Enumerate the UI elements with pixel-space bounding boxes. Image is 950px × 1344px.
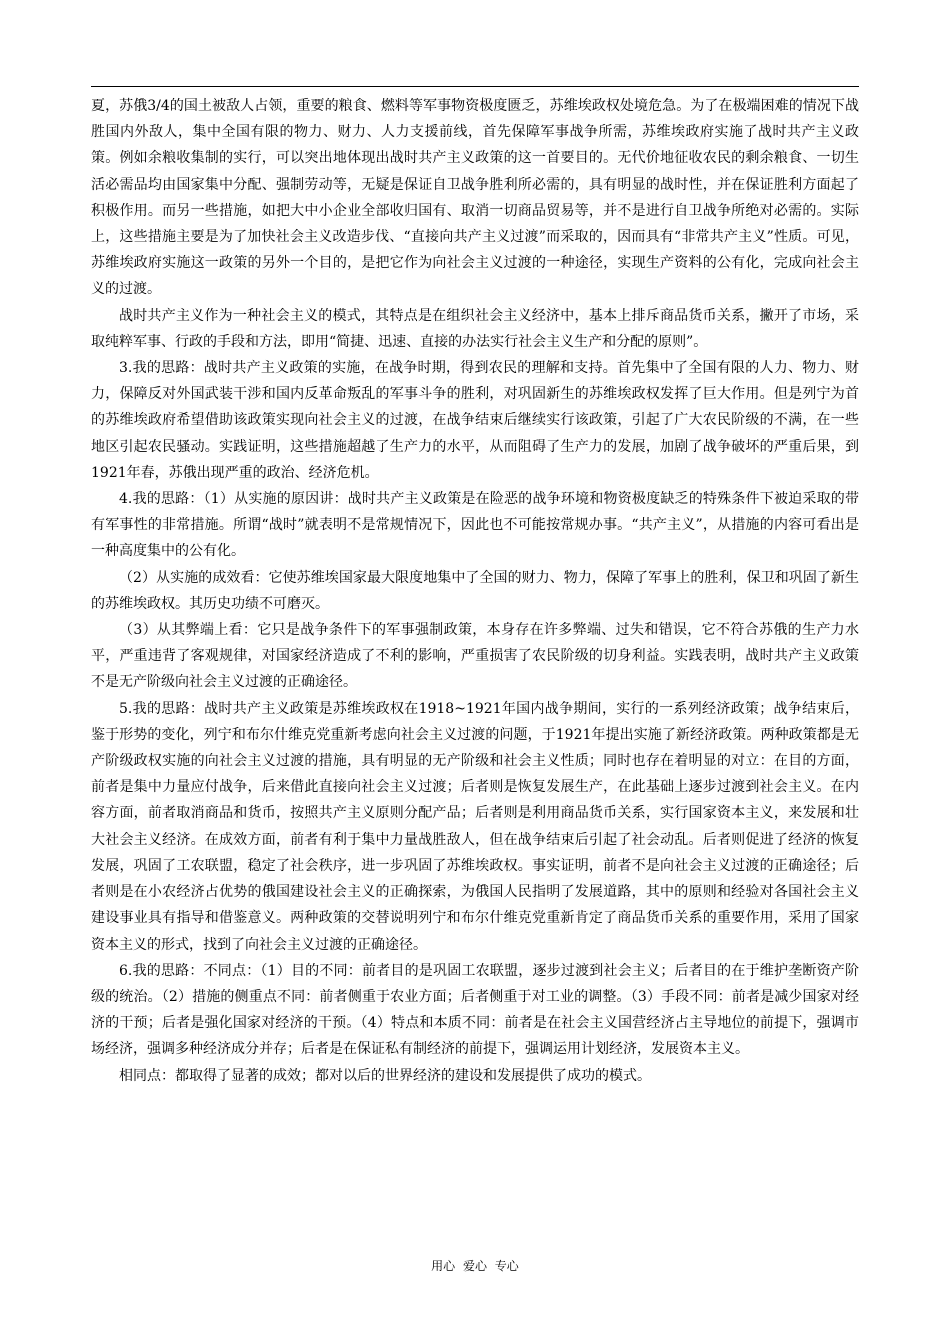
paragraph-answer-5: 5.我的思路：战时共产主义政策是苏维埃政权在1918~1921年国内战争期间，实行的一系列经济政策；战争结束后，鉴于形势的变化，列宁和布尔什维克党重新考虑向社会主义过渡的问题，于1921年提出实施了新经济政策。两种政策都是无产阶级政权实施的向社会主义过渡的措施，具有明显的无产阶级和社会主义性质；同时也存在着明显的对立：在目的方面，前者是集中力量应付战争，后来借此直接向社会主义过渡；后者则是恢复发展生产，在此基础上逐步过渡到社会主义。在内容方面，前者取消商品和货币，按照共产主义原则分配产品；后者则是利用商品货币关系，实行国家资本主义，来发展和壮大社会主义经济。在成效方面，前者有利于集中力量战胜敌人，但在战争结束后引起了社会动乱。后者则促进了经济的恢复发展，巩固了工农联盟，稳定了社会秩序，进一步巩固了苏维埃政权。事实证明，前者不是向社会主义过渡的正确途径；后者则是在小农经济占优势的俄国建设社会主义的正确探索，为俄国人民指明了发展道路，其中的原则和经验对各国社会主义建设事业具有指导和借鉴意义。两种政策的交替说明列宁和布尔什维克党重新肯定了商品货币关系的重要作用，采用了国家资本主义的形式，找到了向社会主义过渡的正确途径。: [91, 700, 859, 953]
paragraph-answer-4-part-2: （2）从实施的成效看：它使苏维埃国家最大限度地集中了全国的财力、物力，保障了军事上的胜利，保卫和巩固了新生的苏维埃政权。其历史功绩不可磨灭。: [91, 569, 859, 612]
paragraph-answer-3: 3.我的思路：战时共产主义政策的实施，在战争时期，得到农民的理解和支持。首先集中了全国有限的人力、物力、财力，保障反对外国武装干涉和国内反革命叛乱的军事斗争的胜利，对巩固新生的苏维埃政权发挥了巨大作用。但是列宁为首的苏维埃政府希望借助该政策实现向社会主义的过渡，在战争结束后继续实行该政策，引起了广大农民阶级的不满，在一些地区引起农民骚动。实践证明，这些措施超越了生产力的水平，从而阻碍了生产力的发展，加剧了战争破坏的严重后果，到1921年春，苏俄出现严重的政治、经济危机。: [91, 360, 859, 481]
header-rule: [91, 86, 859, 87]
page-footer: 用心 爱心 专心: [431, 1259, 519, 1273]
paragraph-answer-6: 6.我的思路：不同点：（1）目的不同：前者目的是巩固工农联盟，逐步过渡到社会主义；后者目的在于维护垄断资产阶级的统治。（2）措施的侧重点不同：前者侧重于农业方面；后者侧重于对工业的调整。（3）手段不同：前者是减少国家对经济的干预；后者是强化国家对经济的干预。（4）特点和本质不同：前者是在社会主义国营经济占主导地位的前提下，强调市场经济，强调多种经济成分并存；后者是在保证私有制经济的前提下，强调运用计划经济，发展资本主义。: [91, 962, 859, 1058]
document-body: [91, 93, 859, 1089]
paragraph-similarities: 相同点：都取得了显著的成效；都对以后的世界经济的建设和发展提供了成功的模式。: [119, 1067, 651, 1084]
paragraph-model-features: 战时共产主义作为一种社会主义的模式，其特点是在组织社会主义经济中，基本上排斥商品货币关系，撇开了市场，采取纯粹军事、行政的手段和方法，即用“简捷、迅速、直接的办法实行社会主义生产和分配的原则”。: [91, 307, 859, 350]
paragraph-answer-4-part-3: （3）从其弊端上看：它只是战争条件下的军事强制政策，本身存在许多弊端、过失和错误，它不符合苏俄的生产力水平，严重违背了客观规律，对国家经济造成了不利的影响，严重损害了农民阶级的切身利益。实践表明，战时共产主义政策不是无产阶级向社会主义过渡的正确途径。: [91, 622, 859, 691]
paragraph-answer-4: 4.我的思路：（1）从实施的原因讲：战时共产主义政策是在险恶的战争环境和物资极度缺乏的特殊条件下被迫采取的带有军事性的非常措施。所谓“战时”就表明不是常规情况下，因此也不可能按常规办事。“共产主义”，从措施的内容可看出是一种高度集中的公有化。: [91, 491, 859, 560]
paragraph-continuation: 夏，苏俄3/4的国土被敌人占领，重要的粮食、燃料等军事物资极度匮乏，苏维埃政权处境危急。为了在极端困难的情况下战胜国内外敌人，集中全国有限的物力、财力、人力支援前线，首先保障军事战争所需，苏维埃政府实施了战时共产主义政策。例如余粮收集制的实行，可以突出地体现出战时共产主义政策的这一首要目的。无代价地征收农民的剩余粮食、一切生活必需品均由国家集中分配、强制劳动等，无疑是保证自卫战争胜利所必需的，具有明显的战时性，并在保证胜利方面起了积极作用。而另一些措施，如把大中小企业全部收归国有、取消一切商品贸易等，并不是进行自卫战争所绝对必需的。实际上，这些措施主要是为了加快社会主义改造步伐、“直接向共产主义过渡”而采取的，因而具有“非常共产主义”性质。可见，苏维埃政府实施这一政策的另外一个目的，是把它作为向社会主义过渡的一种途径，实现生产资料的公有化，完成向社会主义的过渡。: [91, 98, 859, 298]
